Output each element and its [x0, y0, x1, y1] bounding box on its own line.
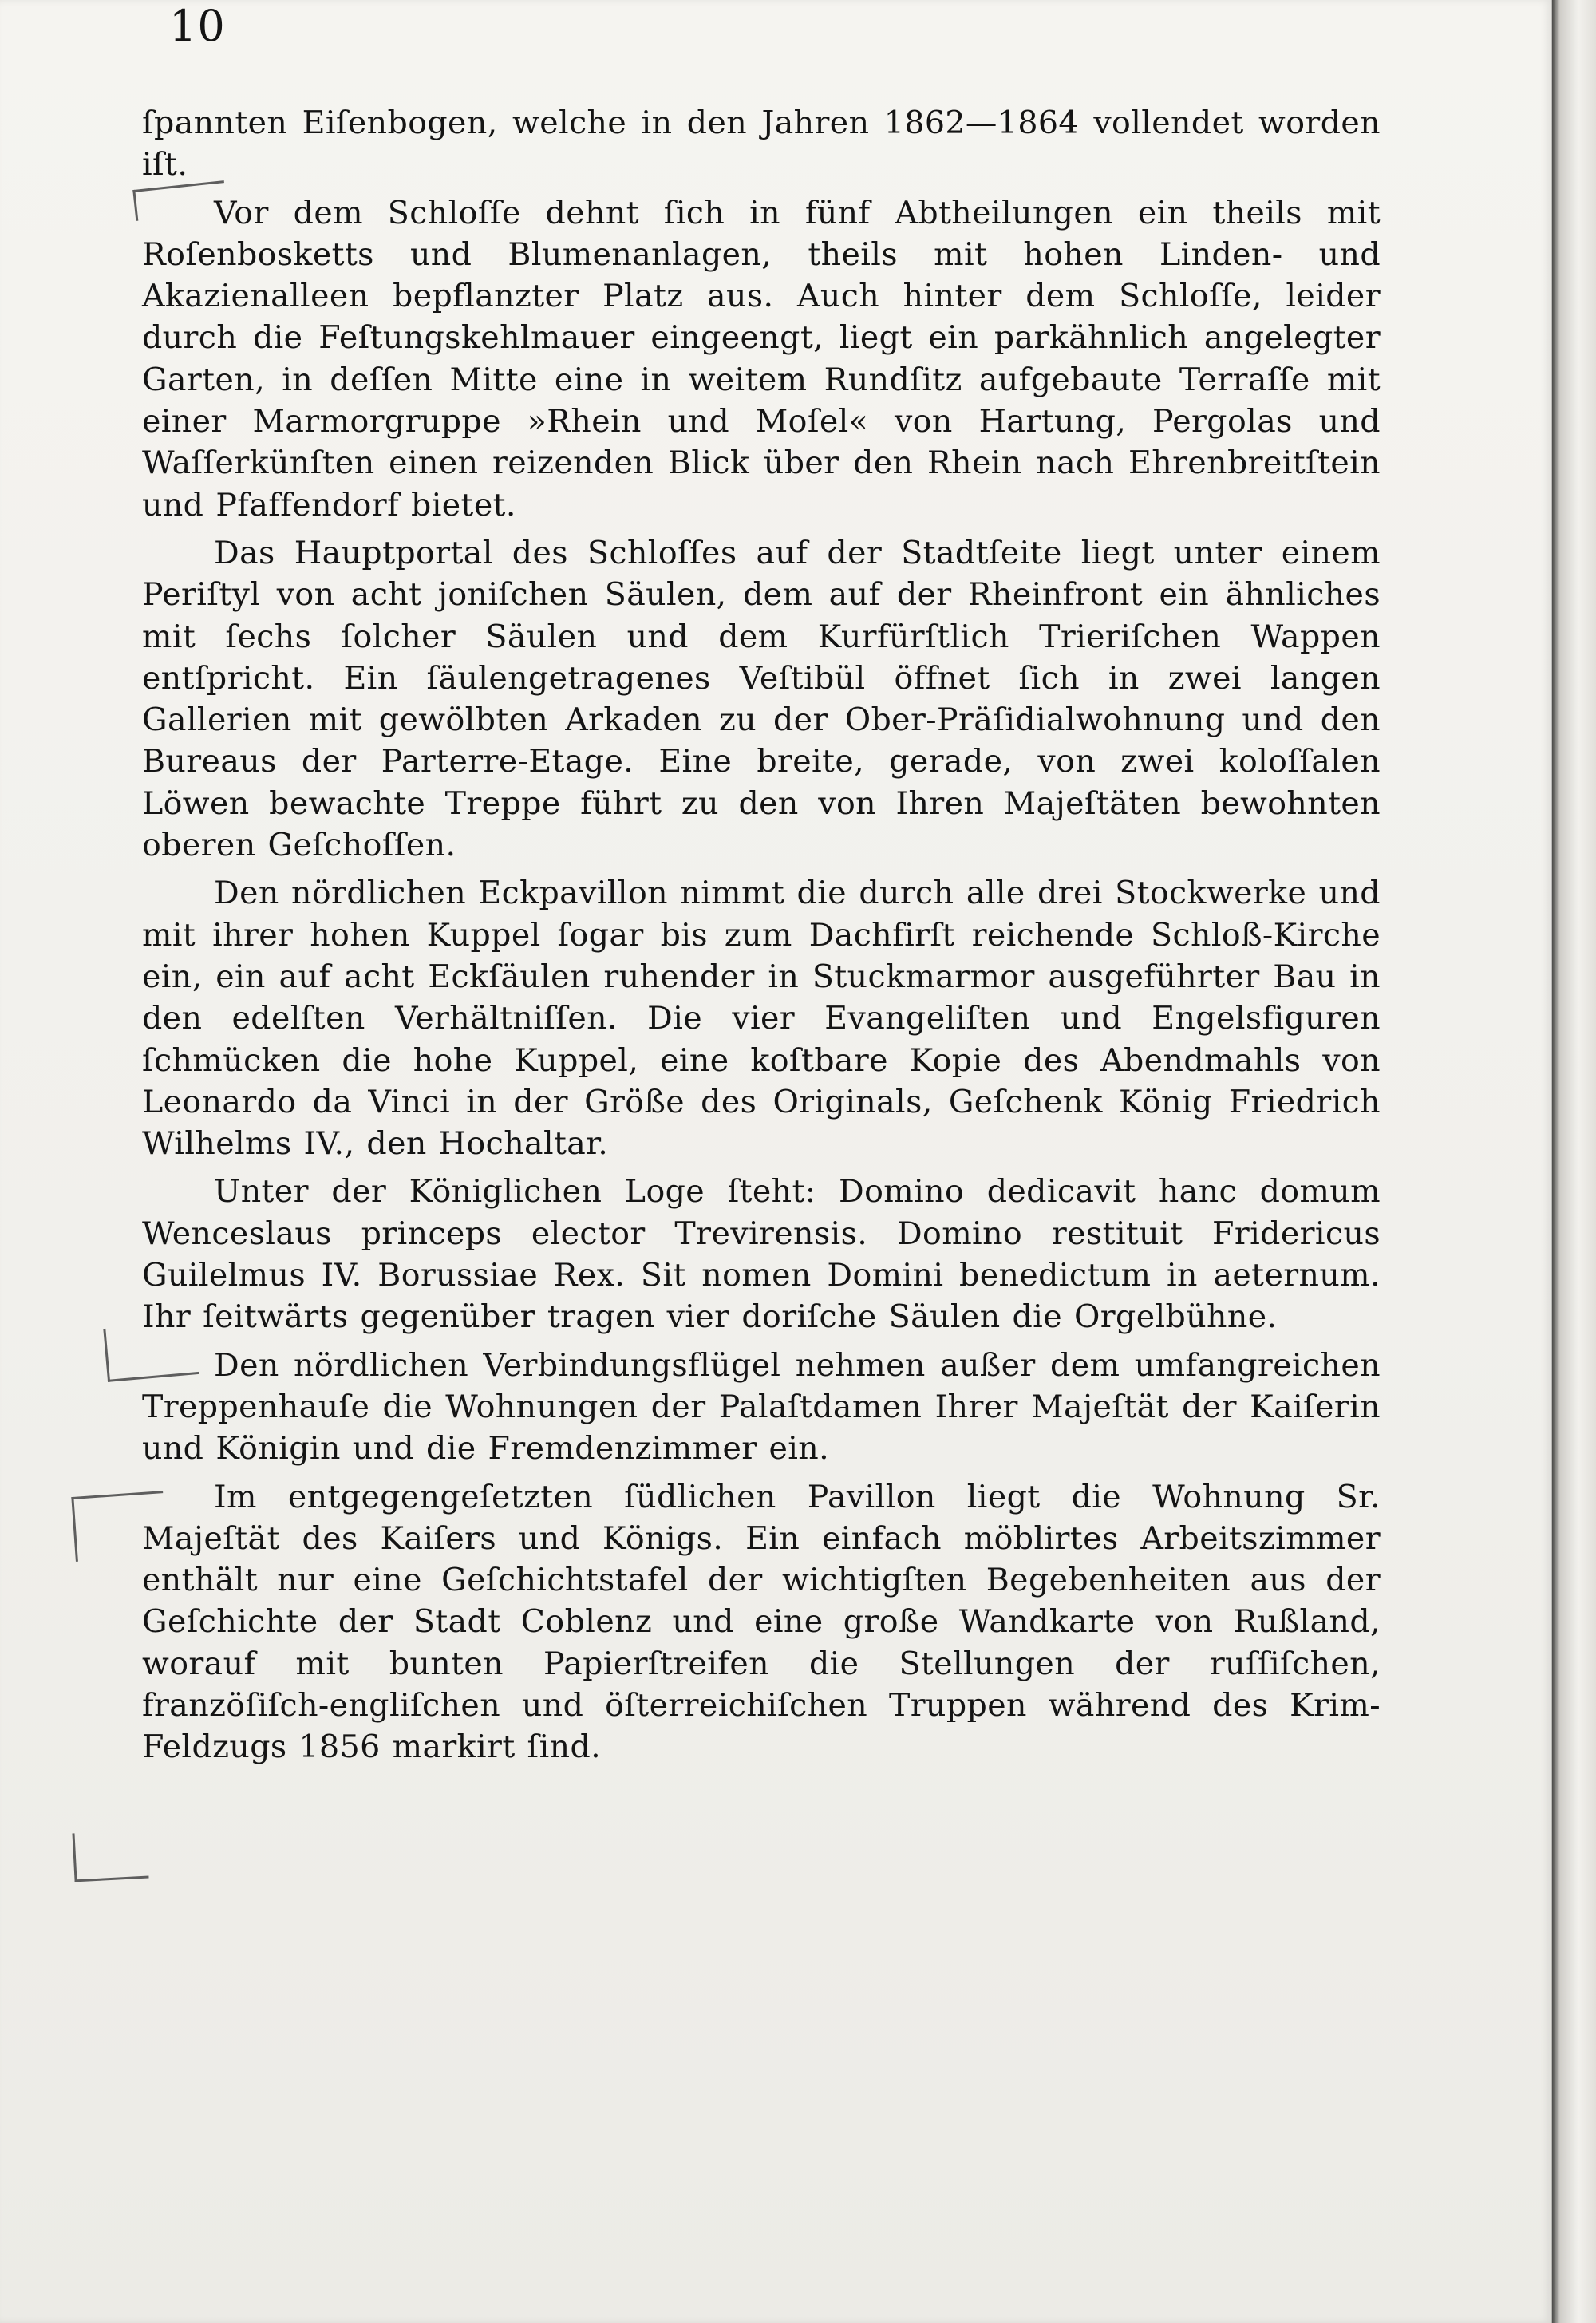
paragraph-continuation: ſpannten Eiſenbogen, welche in den Jahren 1862—1864 vollendet worden iſt.: [142, 105, 1381, 184]
paragraph-north-wing: Den nördlichen Verbindungsflügel nehmen außer dem umfangreichen Treppenhauſe die Wohnungen der Palaſtdamen Ihrer Majeſtät der Kaiſerin und Königin und die Fremdenzimmer ein.: [142, 1346, 1381, 1468]
paragraph-south-pavilion: Im entgegengeſetzten ſüdlichen Pavillon liegt die Wohnung Sr. Majeſtät des Kaiſers und Königs. Ein einfach möblirtes Arbeitszimmer enthält nur eine Geſchichtstafel der wichtigſten Begebenheiten aus der Geſchichte der Stadt Coblenz und eine große Wandkarte von Rußland, worauf mit bunten Papierſtreifen die Stellungen der ruſſiſchen, franzöſiſch-engliſchen und öſterreichiſchen Truppen während des Krim-Feldzugs 1856 markirt ſind.: [142, 1478, 1381, 1766]
pencil-margin-mark: [71, 1491, 167, 1562]
pencil-margin-mark: [72, 1830, 148, 1882]
pencil-margin-mark: [103, 1321, 199, 1382]
adjacent-page-edge: [1552, 0, 1596, 2323]
paragraph-royal-loge-inscription: Unter der Königlichen Loge ſteht: Domino dedicavit hanc domum Wenceslaus princeps elector Trevirensis. Domino restituit Fridericus Guilelmus IV. Borussiae Rex. Sit nomen Domini benedictum in aeternum. Ihr ſeitwärts gegenüber tragen vier doriſche Säulen die Orgelbühne.: [142, 1173, 1381, 1336]
page-number: 10: [169, 1, 226, 51]
paragraph-castle-church: Den nördlichen Eckpavillon nimmt die durch alle drei Stockwerke und mit ihrer hohen Kuppel ſogar bis zum Dachfirſt reichende Schloß-Kirche ein, ein auf acht Eckſäulen ruhender in Stuckmarmor ausgeführter Bau in den edelſten Verhältniſſen. Die vier Evangeliſten und Engelsfiguren ſchmücken die hohe Kuppel, eine koſtbare Kopie des Abendmahls von Leonardo da Vinci in der Größe des Originals, Geſchenk König Friedrich Wilhelms IV., den Hochaltar.: [142, 875, 1381, 1163]
paragraph-gardens: Vor dem Schloſſe dehnt ſich in fünf Abtheilungen ein theils mit Roſenbosketts und Blumenanlagen, theils mit hohen Linden- und Akazienalleen bepflanzter Platz aus. Auch hinter dem Schloſſe, leider durch die Feſtungskehlmauer eingeengt, liegt ein parkähnlich angelegter Garten, in deſſen Mitte eine in weitem Rundſitz aufgebaute Terraſſe mit einer Marmorgruppe »Rhein und Moſel« von Hartung, Pergolas und Waſſerkünſten einen reizenden Blick über den Rhein nach Ehrenbreitſtein und Pfaffendorf bietet.: [142, 194, 1381, 523]
paragraph-main-portal: Das Hauptportal des Schloſſes auf der Stadtſeite liegt unter einem Periſtyl von acht joniſchen Säulen, dem auf der Rheinfront ein ähnliches mit ſechs ſolcher Säulen und dem Kurfürſtlich Trieriſchen Wappen entſpricht. Ein ſäulengetragenes Veſtibül öffnet ſich in zwei langen Gallerien mit gewölbten Arkaden zu der Ober-Präſidialwohnung und den Bureaus der Parterre-Etage. Eine breite, gerade, von zwei koloſſalen Löwen bewachte Treppe führt zu den von Ihren Majeſtäten bewohnten oberen Geſchoſſen.: [142, 534, 1381, 864]
body-text: [142, 102, 1381, 1775]
